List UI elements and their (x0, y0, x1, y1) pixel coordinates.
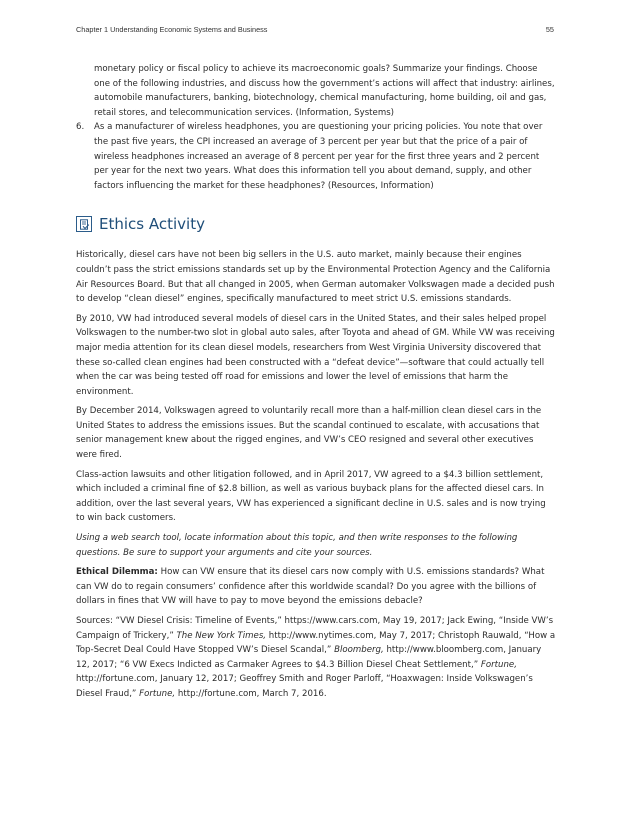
ethics-icon (76, 216, 92, 232)
ethics-paragraph: By 2010, VW had introduced several models of diesel cars in the United States, and their sales helped propel Volkswagen to the number-two slot in global auto sales, after Toyota and ahead of GM. While VW was receiving major media attention for its clean diesel models, researchers from West Virginia University discovered that these so-called clean engines had been constructed with a “defeat device”—software that could actually tell when the car was being tested off road for emissions and lower the level of emissions that harm the environment. (76, 313, 555, 397)
sources (76, 614, 556, 702)
question-number: 6. (76, 122, 85, 133)
page-number: 55 (545, 25, 554, 34)
question-list (76, 62, 556, 193)
source-text: http://www.nytimes.com, May 7, 2017; Christoph Rauwald, “How a Top-Secret Deal Could Have Stopped VW’s Diesel Scandal,” (76, 630, 556, 656)
source-publication: Fortune, (139, 688, 176, 699)
dilemma-text: How can VW ensure that its diesel cars now comply with U.S. emissions standards? What can VW do to regain consumers’ confidence after this worldwide scandal? Do you agree with the billions of dollars in fines that VW will have to pay to move beyond the emissions debacle? (76, 567, 545, 607)
ethics-section-heading (76, 210, 556, 238)
page-content (76, 62, 556, 707)
running-header (76, 25, 554, 37)
source-publication: Bloomberg, (334, 645, 384, 656)
source-text: Sources: “VW Diesel Crisis: Timeline of Events,” https://www.cars.com, May 19, 2017; Jack Ewing, “Inside VW’s Campaign of Trickery,” (76, 616, 554, 641)
source-publication: The New York Times, (176, 630, 267, 641)
source-text: http://www.bloomberg.com, January 12, 2017; “6 VW Execs Indicted as Carmaker Agrees to $4.3 Billion Diesel Cheat Settlement,” (76, 645, 542, 670)
question-6 (76, 120, 556, 193)
ethics-paragraph: By December 2014, Volkswagen agreed to voluntarily recall more than a half-million clean diesel cars in the United States to address the emissions issues. But the scandal continued to escalate, with accusations that senior management knew about the rigged engines, and VW’s CEO resigned and several other executives were fired. (76, 406, 542, 461)
research-prompt: Using a web search tool, locate information about this topic, and then write responses to the following questions. Be sure to support your arguments and cite your sources. (76, 533, 518, 558)
chapter-title: Chapter 1 Understanding Economic Systems and Business (76, 25, 268, 34)
source-publication: Fortune, (480, 659, 517, 670)
section-title: Ethics Activity (99, 215, 205, 234)
ethics-paragraph: Historically, diesel cars have not been big sellers in the U.S. auto market, mainly because their engines couldn’t pass the strict emissions standards set up by the Environmental Protection Agency and the California Air Resources Board. But that all changed in 2005, when German automaker Volkswagen made a decided push to develop “clean diesel” engines, specifically manufactured to meet strict U.S. emissions standards. (76, 250, 555, 305)
ethics-paragraph: Class-action lawsuits and other litigation followed, and in April 2017, VW agreed to a $4.3 billion settlement, which included a criminal fine of $2.8 billion, as well as various buyback plans for the affected diesel cars. In addition, over the last several years, VW has experienced a significant decline in U.S. sales and is now trying to win back customers. (76, 469, 546, 524)
question-5-continuation: monetary policy or fiscal policy to achieve its macroeconomic goals? Summarize your findings. Choose one of the following industries, and discuss how the government’s actions will affect that industry: airlines, automobile manufacturers, banking, biotechnology, chemical manufacturing, home building, oil and gas, retail stores, and telecommunication services. (Information, Systems) (94, 64, 555, 118)
source-text: http://fortune.com, March 7, 2016. (175, 688, 327, 699)
question-text: As a manufacturer of wireless headphones, you are questioning your pricing policies. You note that over the past five years, the CPI increased an average of 3 percent per year but that the price of a pair of wireless headphones increased an average of 8 percent per year for the first three years and 2 percent per year for the next two years. What does this information tell you about demand, supply, and other factors influencing the market for these headphones? (Resources, Information) (94, 122, 543, 191)
dilemma-label: Ethical Dilemma: (76, 567, 158, 578)
source-text: http://fortune.com, January 12, 2017; Geoffrey Smith and Roger Parloff, “Hoaxwagen: Inside Volkswagen’s Diesel Fraud,” (76, 674, 533, 699)
ethical-dilemma (76, 565, 556, 609)
